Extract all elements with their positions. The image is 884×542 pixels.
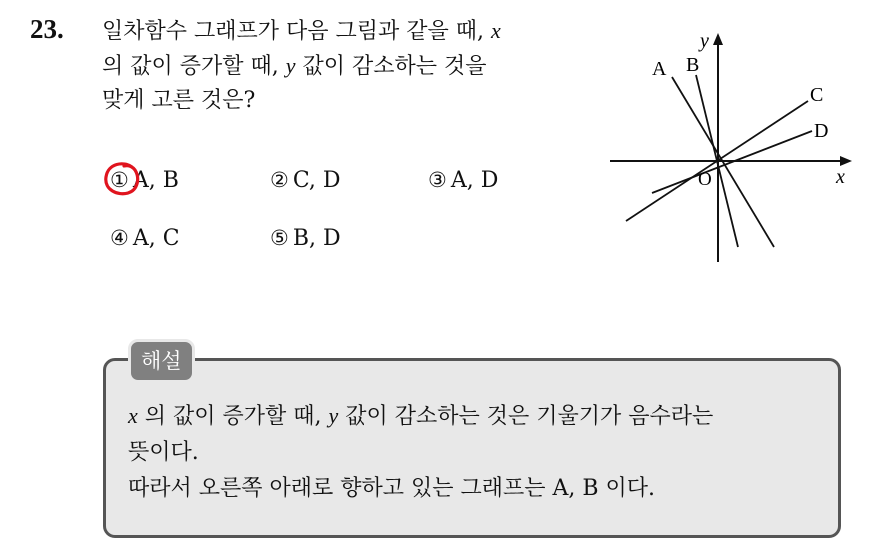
choice-3-mark: ③ (428, 168, 447, 192)
question-line-2-text: 의 값이 증가할 때, (102, 54, 286, 79)
question-line-3: 맞게 고른 것은? (102, 88, 256, 113)
choice-1-mark: ① (110, 168, 129, 192)
explanation-line-3: 따라서 오른쪽 아래로 향하고 있는 그래프는 A, B 이다. (128, 476, 656, 501)
choice-3[interactable] (428, 168, 498, 193)
explanation-line-1-mid: 의 값이 증가할 때, (137, 404, 329, 429)
question-text (102, 14, 602, 118)
x-axis-label: x (836, 166, 845, 188)
choice-2-text: C, D (292, 168, 341, 193)
linear-function-graph (600, 25, 860, 270)
choice-5[interactable] (270, 226, 341, 251)
choice-3-text: A, D (450, 168, 499, 193)
x-axis-arrow-icon (840, 156, 852, 166)
variable-y: y (285, 53, 296, 78)
explanation-line-2: 뜻이다. (128, 440, 199, 465)
question-line-1 (102, 14, 602, 49)
y-axis-label: y (700, 30, 709, 52)
choice-2-mark: ② (270, 168, 289, 192)
origin-label: O (698, 169, 712, 190)
explanation-text (128, 398, 838, 507)
question-line-1-text: 일차함수 그래프가 다음 그림과 같을 때, (102, 19, 491, 44)
explanation-line-1 (128, 398, 838, 435)
question-line-2-tail: 값이 감소하는 것을 (295, 54, 487, 79)
explanation-variable-x: x (128, 403, 138, 428)
choice-4-mark: ④ (110, 226, 129, 250)
y-axis-arrow-icon (713, 33, 723, 45)
line-d-label: D (814, 120, 829, 142)
line-b-label: B (686, 54, 700, 76)
choice-1-text: A, B (132, 168, 179, 193)
choice-5-mark: ⑤ (270, 226, 289, 250)
selection-circle-icon (102, 160, 142, 198)
variable-x: x (491, 18, 501, 43)
explanation-tag: 해설 (128, 339, 195, 383)
choice-5-text: B, D (292, 226, 341, 251)
choice-4[interactable] (110, 226, 180, 251)
explanation-line-1-tail: 값이 감소하는 것은 기울기가 음수라는 (338, 404, 714, 429)
choice-4-text: A, C (132, 226, 180, 251)
question-line-2 (102, 49, 602, 84)
question-number: 23. (30, 14, 64, 44)
line-c-label: C (810, 84, 824, 106)
choice-2[interactable] (270, 168, 341, 193)
explanation-variable-y: y (328, 403, 339, 428)
line-a-label: A (652, 58, 667, 80)
